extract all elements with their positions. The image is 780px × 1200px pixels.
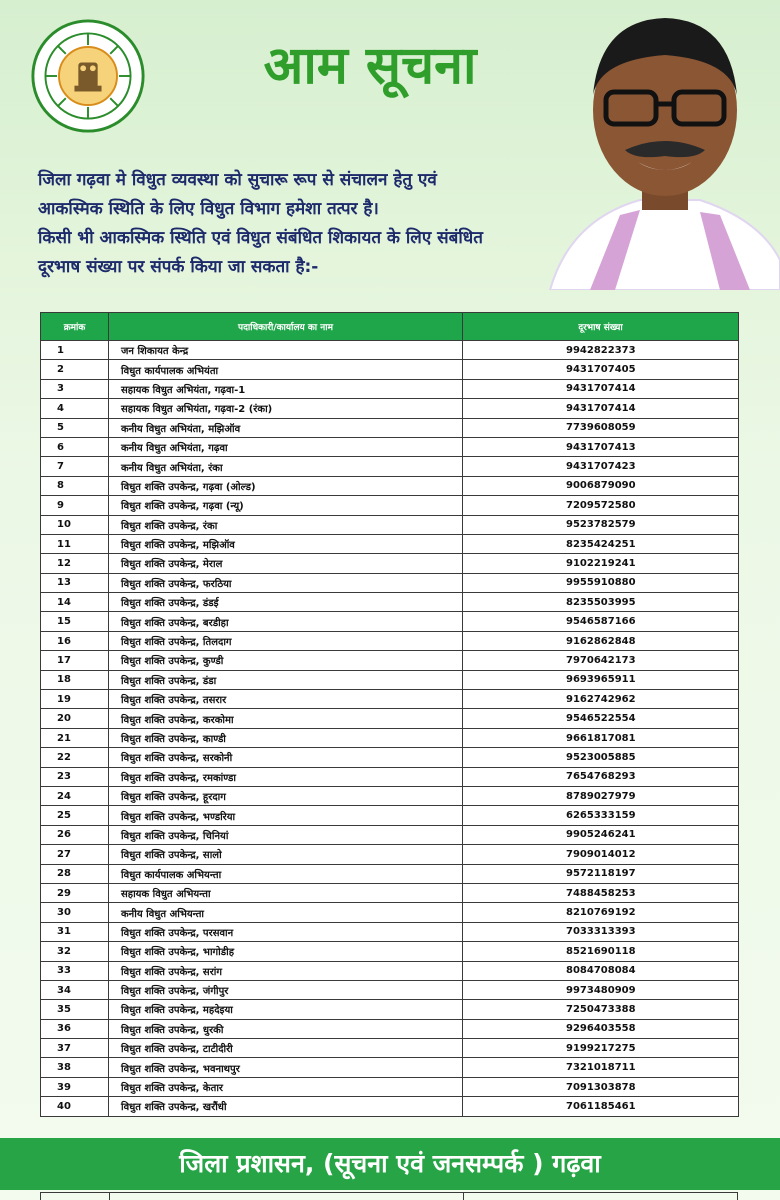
office-name-cell: विधुत शक्ति उपकेन्द्र, बरडीहा (109, 612, 463, 631)
table-row (41, 437, 739, 456)
table-row (41, 767, 739, 786)
serial-number-cell: 20 (41, 709, 109, 728)
phone-number-cell: 9661817081 (463, 728, 739, 747)
office-name-cell: विधुत शक्ति उपकेन्द्र, करकोमा (109, 709, 463, 728)
phone-number-cell: 7488458253 (463, 883, 739, 902)
serial-number-cell: 34 (41, 980, 109, 999)
phone-number-cell: 8235503995 (463, 593, 739, 612)
jharkhand-government-emblem-icon (30, 18, 146, 134)
serial-number-cell: 21 (41, 728, 109, 747)
serial-number-cell: 18 (41, 670, 109, 689)
phone-number-cell: 9523005885 (463, 748, 739, 767)
office-name-cell: विधुत शक्ति उपकेन्द्र, गढ़वा (न्यू) (109, 496, 463, 515)
office-name-cell: सहायक विधुत अभियंता, गढ़वा-2 (रंका) (109, 399, 463, 418)
phone-number-cell: 9431707414 (463, 379, 739, 398)
phone-number-cell: 7091303878 (463, 1077, 739, 1096)
table-row (41, 1039, 739, 1058)
phone-number-cell: 9162862848 (463, 631, 739, 650)
office-name-cell: विधुत शक्ति उपकेन्द्र, कुण्डी (109, 651, 463, 670)
phone-number-cell: 9431707413 (463, 437, 739, 456)
serial-number-cell: 29 (41, 883, 109, 902)
office-name-cell: विधुत शक्ति उपकेन्द्र, भागोडीह (109, 942, 463, 961)
phone-number-cell: 7739608059 (463, 418, 739, 437)
table-header-row (41, 313, 739, 341)
table-row (41, 360, 739, 379)
phone-number-cell: 9973480909 (463, 980, 739, 999)
table-row (41, 922, 739, 941)
office-name-cell: विधुत शक्ति उपकेन्द्र, टाटीदीरी (109, 1039, 463, 1058)
serial-number-cell: 13 (41, 573, 109, 592)
phone-number-cell: 9955910880 (463, 573, 739, 592)
serial-number-cell: 39 (41, 1077, 109, 1096)
table-row (41, 1077, 739, 1096)
office-name-cell: विधुत शक्ति उपकेन्द्र, सालो (109, 845, 463, 864)
office-name-cell: कनीय विधुत अभियंता, मझिऑव (109, 418, 463, 437)
office-name-cell: सहायक विधुत अभियन्ता (109, 883, 463, 902)
phone-number-cell: 9523782579 (463, 515, 739, 534)
serial-number-cell: 4 (41, 399, 109, 418)
phone-number-cell: 9431707405 (463, 360, 739, 379)
serial-number-cell: 16 (41, 631, 109, 650)
serial-number-cell: 23 (41, 767, 109, 786)
serial-number-cell: 32 (41, 942, 109, 961)
phone-number-cell: 9942822373 (463, 341, 739, 360)
office-name-cell: विधुत शक्ति उपकेन्द्र, धुरकी (109, 1019, 463, 1038)
phone-number-cell: 9572118197 (463, 864, 739, 883)
table-row (41, 825, 739, 844)
table-row (41, 709, 739, 728)
serial-number-cell: 37 (41, 1039, 109, 1058)
office-name-cell: विधुत शक्ति उपकेन्द्र, जंगीपुर (109, 980, 463, 999)
table-row (41, 1000, 739, 1019)
table-row (41, 942, 739, 961)
table-row (41, 612, 739, 631)
phone-number-cell: 9006879090 (463, 476, 739, 495)
table-continuation-strip (40, 1192, 738, 1200)
phone-number-cell: 8789027979 (463, 786, 739, 805)
footer-banner: जिला प्रशासन, (सूचना एवं जनसम्पर्क ) गढ़वा (0, 1138, 780, 1190)
phone-number-cell: 7321018711 (463, 1058, 739, 1077)
table-row (41, 515, 739, 534)
serial-number-cell: 40 (41, 1097, 109, 1116)
phone-number-cell: 7250473388 (463, 1000, 739, 1019)
serial-number-cell: 19 (41, 690, 109, 709)
serial-number-cell: 7 (41, 457, 109, 476)
phone-number-cell: 8521690118 (463, 942, 739, 961)
office-name-cell: विधुत शक्ति उपकेन्द्र, रमकांण्डा (109, 767, 463, 786)
serial-number-cell: 30 (41, 903, 109, 922)
phone-number-cell: 9546522554 (463, 709, 739, 728)
serial-number-cell: 31 (41, 922, 109, 941)
office-name-cell: विधुत शक्ति उपकेन्द्र, भवनाथपुर (109, 1058, 463, 1077)
table-body (41, 341, 739, 1117)
column-header-serial: क्रमांक (41, 313, 109, 341)
serial-number-cell: 27 (41, 845, 109, 864)
phone-number-cell: 8084708084 (463, 961, 739, 980)
office-name-cell: विधुत शक्ति उपकेन्द्र, रंका (109, 515, 463, 534)
office-name-cell: विधुत कार्यपालक अभियन्ता (109, 864, 463, 883)
table-row (41, 554, 739, 573)
phone-number-cell: 9431707414 (463, 399, 739, 418)
office-name-cell: विधुत कार्यपालक अभियंता (109, 360, 463, 379)
table-row (41, 341, 739, 360)
serial-number-cell: 2 (41, 360, 109, 379)
serial-number-cell: 17 (41, 651, 109, 670)
office-name-cell: विधुत शक्ति उपकेन्द्र, सरकोनी (109, 748, 463, 767)
serial-number-cell: 38 (41, 1058, 109, 1077)
table-row (41, 573, 739, 592)
chief-minister-portrait-image (530, 0, 780, 290)
office-name-cell: विधुत शक्ति उपकेन्द्र, तसरार (109, 690, 463, 709)
serial-number-cell: 36 (41, 1019, 109, 1038)
table-row (41, 980, 739, 999)
table-row (41, 845, 739, 864)
table-row (41, 961, 739, 980)
phone-number-cell: 9296403558 (463, 1019, 739, 1038)
office-name-cell: विधुत शक्ति उपकेन्द्र, डंडा (109, 670, 463, 689)
serial-number-cell: 6 (41, 437, 109, 456)
office-name-cell: विधुत शक्ति उपकेन्द्र, चिनियां (109, 825, 463, 844)
table-row (41, 476, 739, 495)
table-row (41, 806, 739, 825)
page-title: आम सूचना (263, 36, 477, 96)
table-row (41, 593, 739, 612)
serial-number-cell: 25 (41, 806, 109, 825)
table-row (41, 651, 739, 670)
serial-number-cell: 3 (41, 379, 109, 398)
notice-text (38, 166, 528, 282)
notice-line: दूरभाष संख्या पर संपर्क किया जा सकता है:- (38, 257, 319, 277)
office-name-cell: विधुत शक्ति उपकेन्द्र, महदेइया (109, 1000, 463, 1019)
serial-number-cell: 5 (41, 418, 109, 437)
office-name-cell: विधुत शक्ति उपकेन्द्र, भण्डरिया (109, 806, 463, 825)
column-header-name: पदाधिकारी/कार्यालय का नाम (109, 313, 463, 341)
table-row (41, 670, 739, 689)
table-row (41, 883, 739, 902)
serial-number-cell: 33 (41, 961, 109, 980)
office-name-cell: कनीय विधुत अभियंता, रंका (109, 457, 463, 476)
phone-number-cell: 6265333159 (463, 806, 739, 825)
column-header-phone: दूरभाष संख्या (463, 313, 739, 341)
table-row (41, 1097, 739, 1116)
office-name-cell: विधुत शक्ति उपकेन्द्र, खरौंधी (109, 1097, 463, 1116)
office-name-cell: विधुत शक्ति उपकेन्द्र, मेराल (109, 554, 463, 573)
office-name-cell: विधुत शक्ति उपकेन्द्र, काण्डी (109, 728, 463, 747)
notice-line: जिला गढ़वा मे विधुत व्यवस्था को सुचारू रूप से संचालन हेतु एवं (38, 170, 437, 190)
office-name-cell: कनीय विधुत अभियन्ता (109, 903, 463, 922)
phone-number-cell: 8210769192 (463, 903, 739, 922)
table-row (41, 903, 739, 922)
table-row (41, 1058, 739, 1077)
phone-number-cell: 8235424251 (463, 534, 739, 553)
office-name-cell: विधुत शक्ति उपकेन्द्र, हूरदाग (109, 786, 463, 805)
phone-number-cell: 9693965911 (463, 670, 739, 689)
table-row (41, 457, 739, 476)
phone-number-cell: 9162742962 (463, 690, 739, 709)
phone-number-cell: 9546587166 (463, 612, 739, 631)
table-row (41, 786, 739, 805)
phone-number-cell: 7033313393 (463, 922, 739, 941)
serial-number-cell: 15 (41, 612, 109, 631)
serial-number-cell: 1 (41, 341, 109, 360)
table-row (41, 1019, 739, 1038)
table-row (41, 690, 739, 709)
notice-line: आकस्मिक स्थिति के लिए विधुत विभाग हमेशा तत्पर है। (38, 199, 379, 219)
table-row (41, 631, 739, 650)
serial-number-cell: 12 (41, 554, 109, 573)
office-name-cell: जन शिकायत केन्द्र (109, 341, 463, 360)
office-name-cell: विधुत शक्ति उपकेन्द्र, गढ़वा (ओल्ड) (109, 476, 463, 495)
phone-number-cell: 7970642173 (463, 651, 739, 670)
serial-number-cell: 22 (41, 748, 109, 767)
office-name-cell: सहायक विधुत अभियंता, गढ़वा-1 (109, 379, 463, 398)
serial-number-cell: 11 (41, 534, 109, 553)
serial-number-cell: 14 (41, 593, 109, 612)
serial-number-cell: 35 (41, 1000, 109, 1019)
table-row (41, 748, 739, 767)
office-name-cell: विधुत शक्ति उपकेन्द्र, डंडई (109, 593, 463, 612)
office-name-cell: कनीय विधुत अभियंता, गढ़वा (109, 437, 463, 456)
contacts-table (40, 312, 739, 1117)
table-row (41, 864, 739, 883)
office-name-cell: विधुत शक्ति उपकेन्द्र, परसवान (109, 922, 463, 941)
table-row (41, 379, 739, 398)
phone-number-cell: 7061185461 (463, 1097, 739, 1116)
table-row (41, 534, 739, 553)
phone-number-cell: 9905246241 (463, 825, 739, 844)
phone-number-cell: 9102219241 (463, 554, 739, 573)
serial-number-cell: 28 (41, 864, 109, 883)
serial-number-cell: 8 (41, 476, 109, 495)
notice-line: किसी भी आकस्मिक स्थिति एवं विधुत संबंधित शिकायत के लिए संबंधित (38, 228, 483, 248)
table-row (41, 728, 739, 747)
contacts-table-container (40, 312, 738, 1117)
table-row (41, 418, 739, 437)
serial-number-cell: 9 (41, 496, 109, 515)
phone-number-cell: 7654768293 (463, 767, 739, 786)
phone-number-cell: 7209572580 (463, 496, 739, 515)
office-name-cell: विधुत शक्ति उपकेन्द्र, सरांग (109, 961, 463, 980)
serial-number-cell: 10 (41, 515, 109, 534)
phone-number-cell: 7909014012 (463, 845, 739, 864)
serial-number-cell: 26 (41, 825, 109, 844)
phone-number-cell: 9199217275 (463, 1039, 739, 1058)
office-name-cell: विधुत शक्ति उपकेन्द्र, तिलदाग (109, 631, 463, 650)
office-name-cell: विधुत शक्ति उपकेन्द्र, केतार (109, 1077, 463, 1096)
office-name-cell: विधुत शक्ति उपकेन्द्र, मझिऑव (109, 534, 463, 553)
phone-number-cell: 9431707423 (463, 457, 739, 476)
table-row (41, 496, 739, 515)
serial-number-cell: 24 (41, 786, 109, 805)
table-row (41, 399, 739, 418)
office-name-cell: विधुत शक्ति उपकेन्द्र, फरठिया (109, 573, 463, 592)
